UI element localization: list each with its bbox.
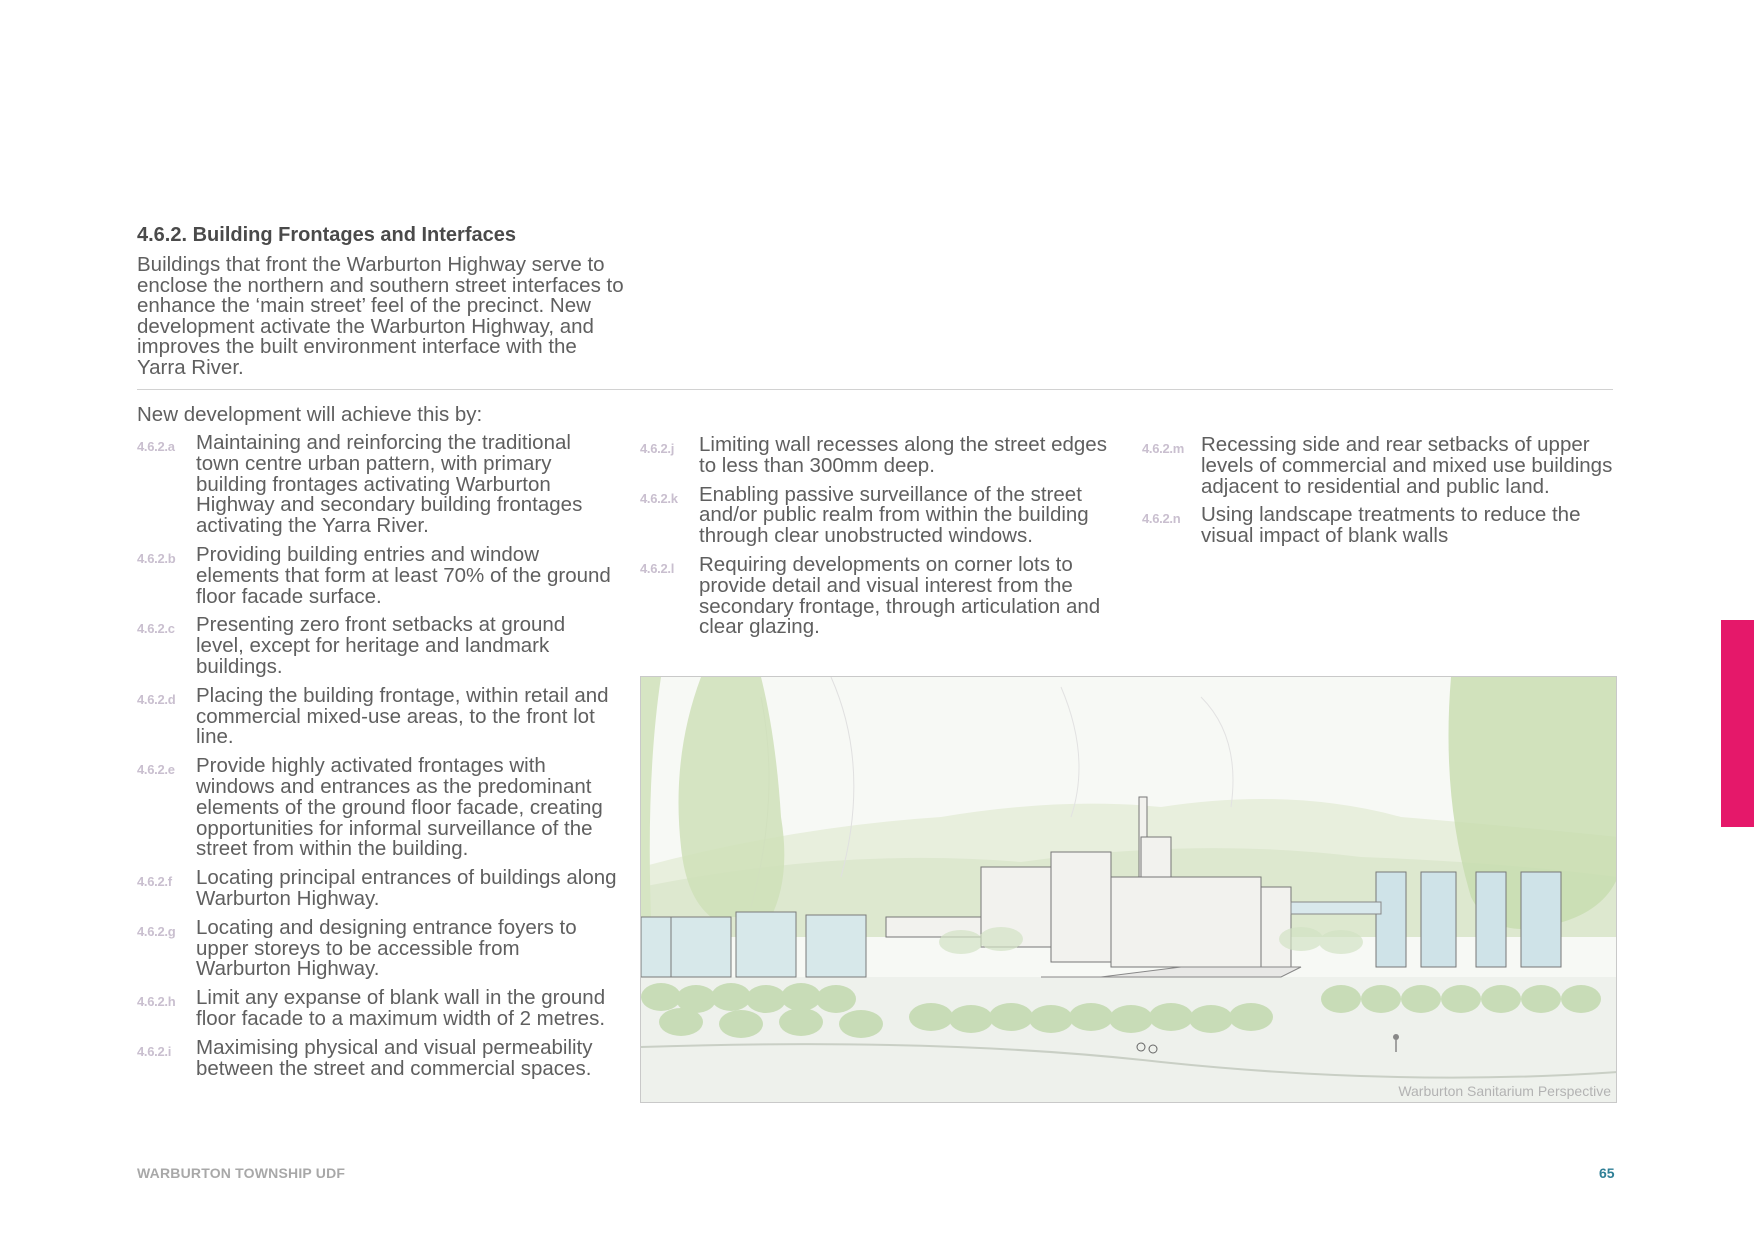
list-item [137,915,617,981]
item-text: Placing the building frontage, within retail and commercial mixed-use areas, to the front lot line. [196,683,609,749]
perspective-illustration [641,677,1617,1103]
intro-paragraph: Buildings that front the Warburton Highway serve to enclose the northern and southern street interfaces to enhance the ‘main street’ feel of the precinct. New development activate the Warburton Highway, and improves the built environment interface with the Yarra River. [137,253,624,379]
item-text: Requiring developments on corner lots to provide detail and visual interest from the secondary frontage, through articulation and clear glazing. [699,552,1101,639]
items-column-2 [640,435,1110,646]
item-number: 4.6.2.e [137,762,175,778]
section-title: 4.6.2. Building Frontages and Interfaces [137,224,516,246]
item-number: 4.6.2.l [640,560,675,576]
item-text: Limit any expanse of blank wall in the ground floor facade to a maximum width of 2 metres. [196,986,606,1030]
item-text: Enabling passive surveillance of the street and/or public realm from within the building through clear unobstructed windows. [699,482,1089,548]
perspective-figure [640,676,1617,1103]
figure-caption: Warburton Sanitarium Perspective [1398,1083,1611,1099]
item-number: 4.6.2.i [137,1043,172,1059]
list-item [137,988,617,1030]
item-text: Maximising physical and visual permeability between the street and commercial spaces. [196,1035,593,1080]
item-number: 4.6.2.n [1142,511,1181,527]
item-number: 4.6.2.k [640,490,678,506]
item-text: Locating and designing entrance foyers to upper storeys to be accessible from Warburton Highway. [196,915,577,981]
list-item [640,482,1110,548]
item-number: 4.6.2.f [137,874,172,890]
items-column-1 [137,433,617,1087]
item-number: 4.6.2.j [640,441,675,456]
list-item [137,433,617,537]
list-item [137,615,617,677]
item-text: Provide highly activated frontages with windows and entrances as the predominant elements of the ground floor facade, creating opportunities for informal surveillance of the street from within the building. [196,754,603,861]
item-text: Locating principal entrances of buildings along Warburton Highway. [196,866,617,910]
list-item [1142,435,1617,497]
page-number: 65 [1599,1165,1615,1181]
list-item [137,542,617,608]
item-text: Presenting zero front setbacks at ground level, except for heritage and landmark buildings. [196,613,566,678]
list-item [137,683,617,749]
list-item [1142,505,1617,547]
item-number: 4.6.2.g [137,923,176,939]
item-text: Using landscape treatments to reduce the visual impact of blank walls [1201,503,1581,548]
list-item [137,1035,617,1080]
item-text: Maintaining and reinforcing the traditional town centre urban pattern, with primary building frontages activating Warburton Highway and secondary building frontages activating the Yarra River. [196,431,583,538]
list-item [137,868,617,910]
item-number: 4.6.2.h [137,994,176,1010]
lead-sentence: New development will achieve this by: [137,403,483,426]
list-item [640,552,1110,639]
items-column-3 [1142,435,1617,555]
item-number: 4.6.2.a [137,439,175,454]
item-number: 4.6.2.m [1142,441,1184,456]
divider [137,389,1613,390]
item-number: 4.6.2.c [137,621,175,637]
item-text: Providing building entries and window elements that form at least 70% of the ground floor facade surface. [196,542,611,608]
item-text: Limiting wall recesses along the street edges to less than 300mm deep. [699,433,1107,477]
item-number: 4.6.2.d [137,691,176,707]
section-tab [1721,620,1754,827]
item-text: Recessing side and rear setbacks of upper levels of commercial and mixed use buildings adjacent to residential and public land. [1201,433,1613,498]
list-item [640,435,1110,477]
list-item [137,756,617,860]
footer-title: WARBURTON TOWNSHIP UDF [137,1165,346,1181]
item-number: 4.6.2.b [137,550,176,566]
